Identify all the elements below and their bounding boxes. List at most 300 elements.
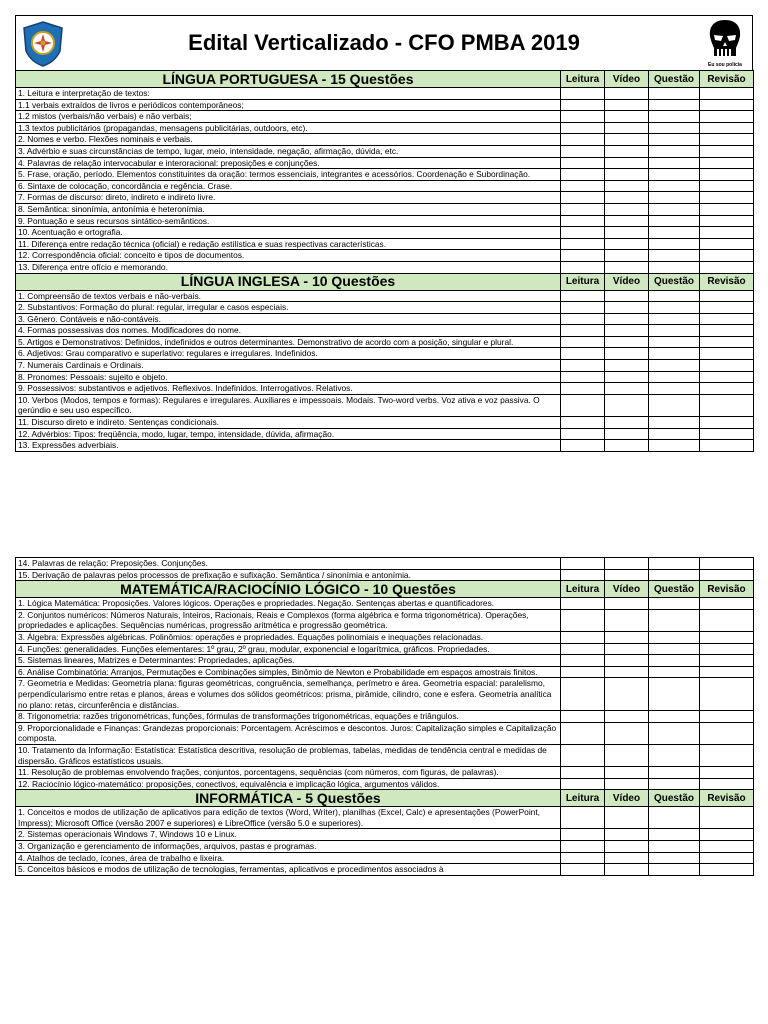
checkbox-cell-questao[interactable] [649, 348, 700, 360]
checkbox-cell-video[interactable] [605, 383, 649, 395]
checkbox-cell-revisao[interactable] [700, 852, 754, 864]
checkbox-cell-questao[interactable] [649, 655, 700, 667]
checkbox-cell-revisao[interactable] [700, 767, 754, 779]
checkbox-cell-questao[interactable] [649, 807, 700, 829]
checkbox-cell-leitura[interactable] [561, 360, 605, 372]
checkbox-cell-revisao[interactable] [700, 829, 754, 841]
topic-row [16, 88, 754, 100]
checkbox-cell-revisao[interactable] [700, 180, 754, 192]
topic-row [16, 711, 754, 723]
topic-row [16, 417, 754, 429]
topic-text: 8. Semântica: sinonímia, antonímia e heteronímia. [16, 203, 561, 215]
checkbox-cell-leitura[interactable] [561, 261, 605, 273]
checkbox-cell-video[interactable] [605, 666, 649, 678]
checkbox-cell-revisao[interactable] [700, 122, 754, 134]
column-header-revisao: Revisão [700, 273, 754, 290]
checkbox-cell-revisao[interactable] [700, 417, 754, 429]
topic-row [16, 157, 754, 169]
topic-row [16, 290, 754, 302]
checkbox-cell-video[interactable] [605, 643, 649, 655]
checkbox-cell-revisao[interactable] [700, 807, 754, 829]
checkbox-cell-questao[interactable] [649, 290, 700, 302]
topic-text: 10. Verbos (Modos, tempos e formas): Regulares e irregulares. Auxiliares e impessoais. Modais. Two-word verbs. Voz ativa e voz passiva. O gerúndio e seu uso específico. [16, 394, 561, 416]
checkbox-cell-revisao[interactable] [700, 238, 754, 250]
topic-text: 12. Raciocínio lógico-matemático: proposições, conectivos, equivalência e implicação lógica, argumentos válidos. [16, 778, 561, 790]
topic-text: 2. Conjuntos numéricos: Números Naturais, Inteiros, Racionais, Reais e Complexos (forma algébrica e forma trigonométrica). Operações, propriedades e aplicações. Sequências numéricas, progressão aritmética e progressão geométrica. [16, 609, 561, 631]
topic-row [16, 643, 754, 655]
checkbox-cell-video[interactable] [605, 722, 649, 744]
checkbox-cell-questao[interactable] [649, 678, 700, 711]
topic-row [16, 767, 754, 779]
checkbox-cell-revisao[interactable] [700, 348, 754, 360]
checkbox-cell-questao[interactable] [649, 302, 700, 314]
topic-row [16, 558, 754, 570]
checkbox-cell-leitura[interactable] [561, 203, 605, 215]
topic-row [16, 440, 754, 452]
checkbox-cell-video[interactable] [605, 417, 649, 429]
checkbox-cell-revisao[interactable] [700, 569, 754, 581]
checkbox-cell-revisao[interactable] [700, 290, 754, 302]
checkbox-cell-questao[interactable] [649, 631, 700, 643]
topic-row [16, 302, 754, 314]
topic-text: 2. Substantivos: Formação do plural: regular, irregular e casos especiais. [16, 302, 561, 314]
checkbox-cell-leitura[interactable] [561, 192, 605, 204]
checkbox-cell-questao[interactable] [649, 643, 700, 655]
checkbox-cell-revisao[interactable] [700, 360, 754, 372]
topic-row [16, 371, 754, 383]
checkbox-cell-video[interactable] [605, 134, 649, 146]
checkbox-cell-video[interactable] [605, 360, 649, 372]
checkbox-cell-revisao[interactable] [700, 203, 754, 215]
checkbox-cell-leitura[interactable] [561, 157, 605, 169]
checkbox-cell-questao[interactable] [649, 841, 700, 853]
skull-icon [704, 18, 746, 62]
checkbox-cell-revisao[interactable] [700, 227, 754, 239]
checkbox-cell-leitura[interactable] [561, 348, 605, 360]
checkbox-cell-leitura[interactable] [561, 383, 605, 395]
checkbox-cell-revisao[interactable] [700, 371, 754, 383]
checkbox-cell-video[interactable] [605, 394, 649, 416]
checkbox-cell-video[interactable] [605, 864, 649, 876]
checkbox-cell-video[interactable] [605, 767, 649, 779]
topic-text: 6. Sintaxe de colocação, concordância e regência. Crase. [16, 180, 561, 192]
checkbox-cell-questao[interactable] [649, 767, 700, 779]
checkbox-cell-leitura[interactable] [561, 609, 605, 631]
topic-row [16, 192, 754, 204]
topic-text: 6. Adjetivos: Grau comparativo e superlativo: regulares e irregulares. Indefinidos. [16, 348, 561, 360]
topic-row [16, 609, 754, 631]
checkbox-cell-revisao[interactable] [700, 192, 754, 204]
topic-text: 12. Correspondência oficial: conceito e tipos de documentos. [16, 250, 561, 262]
topic-row [16, 841, 754, 853]
checkbox-cell-questao[interactable] [649, 325, 700, 337]
checkbox-cell-leitura[interactable] [561, 864, 605, 876]
topic-text: 9. Pontuação e seus recursos sintático-semânticos. [16, 215, 561, 227]
topic-text: 1.1 verbais extraídos de livros e periódicos contemporâneos; [16, 99, 561, 111]
checkbox-cell-video[interactable] [605, 598, 649, 610]
column-header-revisao: Revisão [700, 71, 754, 88]
checkbox-cell-leitura[interactable] [561, 829, 605, 841]
checkbox-cell-video[interactable] [605, 711, 649, 723]
topic-text: 5. Artigos e Demonstrativos: Definidos, indefinidos e outros determinantes. Demonstrativo de acordo com a posição, singular e plural. [16, 336, 561, 348]
column-header-leitura: Leitura [561, 71, 605, 88]
checkbox-cell-questao[interactable] [649, 829, 700, 841]
checkbox-cell-leitura[interactable] [561, 250, 605, 262]
checkbox-cell-leitura[interactable] [561, 744, 605, 766]
checkbox-cell-video[interactable] [605, 261, 649, 273]
checkbox-cell-leitura[interactable] [561, 134, 605, 146]
topic-text: 8. Pronomes: Pessoais: sujeito e objeto. [16, 371, 561, 383]
checkbox-cell-leitura[interactable] [561, 336, 605, 348]
checkbox-cell-leitura[interactable] [561, 631, 605, 643]
checkbox-cell-leitura[interactable] [561, 558, 605, 570]
checkbox-cell-leitura[interactable] [561, 778, 605, 790]
topic-row [16, 215, 754, 227]
checkbox-cell-revisao[interactable] [700, 678, 754, 711]
topic-text: 11. Discurso direto e indireto. Sentenças condicionais. [16, 417, 561, 429]
document-page-1 [15, 15, 753, 452]
checkbox-cell-video[interactable] [605, 852, 649, 864]
checkbox-cell-video[interactable] [605, 302, 649, 314]
checkbox-cell-questao[interactable] [649, 371, 700, 383]
checkbox-cell-questao[interactable] [649, 145, 700, 157]
checkbox-cell-revisao[interactable] [700, 711, 754, 723]
checkbox-cell-revisao[interactable] [700, 157, 754, 169]
topic-row [16, 348, 754, 360]
checkbox-cell-video[interactable] [605, 88, 649, 100]
checkbox-cell-questao[interactable] [649, 215, 700, 227]
checkbox-cell-questao[interactable] [649, 111, 700, 123]
checkbox-cell-video[interactable] [605, 428, 649, 440]
checkbox-cell-video[interactable] [605, 192, 649, 204]
checkbox-cell-leitura[interactable] [561, 428, 605, 440]
checkbox-cell-revisao[interactable] [700, 864, 754, 876]
checkbox-cell-questao[interactable] [649, 558, 700, 570]
checkbox-cell-revisao[interactable] [700, 643, 754, 655]
checkbox-cell-leitura[interactable] [561, 655, 605, 667]
topic-text: 4. Formas possessivas dos nomes. Modificadores do nome. [16, 325, 561, 337]
column-header-revisao: Revisão [700, 790, 754, 807]
section-title: LÍNGUA PORTUGUESA - 15 Questões [16, 71, 561, 88]
checkbox-cell-questao[interactable] [649, 169, 700, 181]
checkbox-cell-revisao[interactable] [700, 609, 754, 631]
topic-row [16, 313, 754, 325]
checkbox-cell-revisao[interactable] [700, 558, 754, 570]
checkbox-cell-revisao[interactable] [700, 169, 754, 181]
topic-row [16, 631, 754, 643]
checkbox-cell-revisao[interactable] [700, 598, 754, 610]
checkbox-cell-leitura[interactable] [561, 711, 605, 723]
checkbox-cell-revisao[interactable] [700, 383, 754, 395]
checkbox-cell-video[interactable] [605, 290, 649, 302]
checkbox-cell-video[interactable] [605, 325, 649, 337]
checkbox-cell-leitura[interactable] [561, 598, 605, 610]
topic-row [16, 778, 754, 790]
checkbox-cell-revisao[interactable] [700, 325, 754, 337]
topic-row [16, 678, 754, 711]
checkbox-cell-leitura[interactable] [561, 666, 605, 678]
checkbox-cell-questao[interactable] [649, 383, 700, 395]
checkbox-cell-questao[interactable] [649, 88, 700, 100]
topic-row [16, 829, 754, 841]
checkbox-cell-video[interactable] [605, 655, 649, 667]
topic-row [16, 722, 754, 744]
section-header-row [16, 790, 754, 807]
section-title: LÍNGUA INGLESA - 10 Questões [16, 273, 561, 290]
checkbox-cell-revisao[interactable] [700, 394, 754, 416]
checkbox-cell-video[interactable] [605, 440, 649, 452]
topic-row [16, 134, 754, 146]
checkbox-cell-questao[interactable] [649, 394, 700, 416]
checkbox-cell-revisao[interactable] [700, 631, 754, 643]
checkbox-cell-video[interactable] [605, 744, 649, 766]
checkbox-cell-questao[interactable] [649, 569, 700, 581]
topic-text: 10. Acentuação e ortografia. [16, 227, 561, 239]
topic-row [16, 666, 754, 678]
checkbox-cell-questao[interactable] [649, 313, 700, 325]
syllabus-table-page-1 [15, 70, 754, 452]
checkbox-cell-video[interactable] [605, 371, 649, 383]
topic-row [16, 99, 754, 111]
checkbox-cell-questao[interactable] [649, 238, 700, 250]
topic-text: 1. Lógica Matemática: Proposições. Valores lógicos. Operações e propriedades. Negação. Sentenças abertas e quantificadores. [16, 598, 561, 610]
checkbox-cell-revisao[interactable] [700, 841, 754, 853]
checkbox-cell-questao[interactable] [649, 227, 700, 239]
topic-row [16, 394, 754, 416]
topic-text: 3. Gênero. Contáveis e não-contáveis. [16, 313, 561, 325]
checkbox-cell-questao[interactable] [649, 360, 700, 372]
column-header-leitura: Leitura [561, 273, 605, 290]
checkbox-cell-leitura[interactable] [561, 678, 605, 711]
topic-text: 1. Leitura e interpretação de textos: [16, 88, 561, 100]
checkbox-cell-video[interactable] [605, 778, 649, 790]
topic-row [16, 852, 754, 864]
topic-text: 7. Numerais Cardinais e Ordinais. [16, 360, 561, 372]
checkbox-cell-leitura[interactable] [561, 122, 605, 134]
section-title: MATEMÁTICA/RACIOCÍNIO LÓGICO - 10 Questões [16, 581, 561, 598]
checkbox-cell-leitura[interactable] [561, 290, 605, 302]
topic-row [16, 227, 754, 239]
checkbox-cell-video[interactable] [605, 569, 649, 581]
checkbox-cell-revisao[interactable] [700, 428, 754, 440]
topic-text: 5. Frase, oração, período. Elementos constituintes da oração: termos essenciais, integrantes e acessórios. Coordenação e Subordinação. [16, 169, 561, 181]
checkbox-cell-leitura[interactable] [561, 111, 605, 123]
checkbox-cell-questao[interactable] [649, 666, 700, 678]
checkbox-cell-revisao[interactable] [700, 134, 754, 146]
checkbox-cell-leitura[interactable] [561, 852, 605, 864]
topic-text: 3. Álgebra: Expressões algébricas. Polinômios: operações e propriedades. Equações polinomiais e inequações relacionadas. [16, 631, 561, 643]
checkbox-cell-video[interactable] [605, 313, 649, 325]
checkbox-cell-leitura[interactable] [561, 371, 605, 383]
checkbox-cell-revisao[interactable] [700, 261, 754, 273]
topic-row [16, 655, 754, 667]
checkbox-cell-video[interactable] [605, 180, 649, 192]
checkbox-cell-revisao[interactable] [700, 313, 754, 325]
section-header-row [16, 273, 754, 290]
column-header-leitura: Leitura [561, 790, 605, 807]
checkbox-cell-leitura[interactable] [561, 394, 605, 416]
column-header-questao: Questão [649, 790, 700, 807]
logo-caption: Eu sou polícia [708, 62, 742, 68]
checkbox-cell-video[interactable] [605, 215, 649, 227]
topic-row [16, 807, 754, 829]
topic-text: 9. Proporcionalidade e Finanças: Grandezas proporcionais: Porcentagem. Acréscimos e descontos. Juros: Capitalização simples e Capitalização composta. [16, 722, 561, 744]
column-header-video: Vídeo [605, 790, 649, 807]
checkbox-cell-leitura[interactable] [561, 313, 605, 325]
checkbox-cell-leitura[interactable] [561, 807, 605, 829]
topic-text: 12. Advérbios: Tipos: freqüência, modo, lugar, tempo, intensidade, dúvida, afirmação. [16, 428, 561, 440]
checkbox-cell-video[interactable] [605, 227, 649, 239]
checkbox-cell-revisao[interactable] [700, 88, 754, 100]
checkbox-cell-questao[interactable] [649, 722, 700, 744]
checkbox-cell-video[interactable] [605, 678, 649, 711]
topic-text: 7. Formas de discurso: direto, indireto e indireto livre. [16, 192, 561, 204]
checkbox-cell-leitura[interactable] [561, 569, 605, 581]
checkbox-cell-video[interactable] [605, 829, 649, 841]
checkbox-cell-questao[interactable] [649, 417, 700, 429]
checkbox-cell-leitura[interactable] [561, 302, 605, 314]
topic-row [16, 598, 754, 610]
topic-row [16, 864, 754, 876]
checkbox-cell-revisao[interactable] [700, 778, 754, 790]
checkbox-cell-questao[interactable] [649, 598, 700, 610]
topic-text: 5. Sistemas lineares, Matrizes e Determinantes: Propriedades, aplicações. [16, 655, 561, 667]
checkbox-cell-questao[interactable] [649, 261, 700, 273]
column-header-video: Vídeo [605, 71, 649, 88]
checkbox-cell-revisao[interactable] [700, 666, 754, 678]
checkbox-cell-video[interactable] [605, 250, 649, 262]
checkbox-cell-video[interactable] [605, 348, 649, 360]
checkbox-cell-questao[interactable] [649, 778, 700, 790]
checkbox-cell-leitura[interactable] [561, 99, 605, 111]
checkbox-cell-leitura[interactable] [561, 841, 605, 853]
topic-row [16, 111, 754, 123]
topic-text: 11. Resolução de problemas envolvendo frações, conjuntos, porcentagens, sequências (com números, com figuras, de palavras). [16, 767, 561, 779]
checkbox-cell-video[interactable] [605, 609, 649, 631]
topic-text: 6. Análise Combinatória: Arranjos, Permutações e Combinações simples, Binômio de Newton e Probabilidade em espaços amostrais finitos. [16, 666, 561, 678]
checkbox-cell-questao[interactable] [649, 203, 700, 215]
section-title: INFORMÁTICA - 5 Questões [16, 790, 561, 807]
topic-row [16, 261, 754, 273]
checkbox-cell-questao[interactable] [649, 440, 700, 452]
checkbox-cell-video[interactable] [605, 169, 649, 181]
checkbox-cell-revisao[interactable] [700, 250, 754, 262]
topic-row [16, 744, 754, 766]
column-header-questao: Questão [649, 273, 700, 290]
topic-text: 7. Geometria e Medidas: Geometria plana: figuras geométricas, congruência, semelhança, perímetro e área. Geometria espacial: paralelismo, perpendicularismo entre retas e planos, áreas e volumes dos sólidos geométricos: prisma, pirâmide, cilindro, cone e esfera. Geometria analítica no plano: retas, circunferência e distâncias. [16, 678, 561, 711]
document-page-2 [15, 557, 753, 876]
checkbox-cell-questao[interactable] [649, 134, 700, 146]
checkbox-cell-leitura[interactable] [561, 767, 605, 779]
document-title: Edital Verticalizado - CFO PMBA 2019 [188, 30, 580, 55]
topic-text: 5. Conceitos básicos e modos de utilização de tecnologias, ferramentas, aplicativos e procedimentos associados à [16, 864, 561, 876]
checkbox-cell-questao[interactable] [649, 180, 700, 192]
checkbox-cell-video[interactable] [605, 807, 649, 829]
checkbox-cell-leitura[interactable] [561, 417, 605, 429]
document-header [15, 15, 753, 70]
checkbox-cell-video[interactable] [605, 99, 649, 111]
checkbox-cell-leitura[interactable] [561, 227, 605, 239]
checkbox-cell-questao[interactable] [649, 609, 700, 631]
checkbox-cell-revisao[interactable] [700, 215, 754, 227]
section-header-row [16, 581, 754, 598]
checkbox-cell-video[interactable] [605, 157, 649, 169]
checkbox-cell-revisao[interactable] [700, 336, 754, 348]
checkbox-cell-questao[interactable] [649, 157, 700, 169]
topic-row [16, 169, 754, 181]
topic-text: 10. Tratamento da Informação: Estatística: Estatística descritiva, resolução de problemas, tabelas, medidas de tendência central e medidas de dispersão. Gráficos estatísticos usuais. [16, 744, 561, 766]
topic-text: 13. Diferença entre ofício e memorando. [16, 261, 561, 273]
topic-row [16, 360, 754, 372]
section-header-row [16, 71, 754, 88]
checkbox-cell-questao[interactable] [649, 864, 700, 876]
checkbox-cell-revisao[interactable] [700, 722, 754, 744]
column-header-questao: Questão [649, 581, 700, 598]
checkbox-cell-leitura[interactable] [561, 145, 605, 157]
topic-text: 1.3 textos publicitários (propagandas, mensagens publicitárias, outdoors, etc). [16, 122, 561, 134]
checkbox-cell-video[interactable] [605, 631, 649, 643]
checkbox-cell-questao[interactable] [649, 250, 700, 262]
checkbox-cell-questao[interactable] [649, 122, 700, 134]
column-header-video: Vídeo [605, 581, 649, 598]
checkbox-cell-leitura[interactable] [561, 215, 605, 227]
punisher-skull-logo [704, 18, 746, 68]
checkbox-cell-revisao[interactable] [700, 99, 754, 111]
checkbox-cell-questao[interactable] [649, 428, 700, 440]
checkbox-cell-video[interactable] [605, 203, 649, 215]
topic-text: 3. Organização e gerenciamento de informações, arquivos, pastas e programas. [16, 841, 561, 853]
checkbox-cell-leitura[interactable] [561, 180, 605, 192]
checkbox-cell-leitura[interactable] [561, 325, 605, 337]
topic-row [16, 180, 754, 192]
checkbox-cell-leitura[interactable] [561, 722, 605, 744]
topic-row [16, 145, 754, 157]
checkbox-cell-video[interactable] [605, 558, 649, 570]
checkbox-cell-video[interactable] [605, 238, 649, 250]
checkbox-cell-leitura[interactable] [561, 440, 605, 452]
checkbox-cell-leitura[interactable] [561, 88, 605, 100]
checkbox-cell-questao[interactable] [649, 744, 700, 766]
checkbox-cell-revisao[interactable] [700, 302, 754, 314]
checkbox-cell-questao[interactable] [649, 192, 700, 204]
checkbox-cell-revisao[interactable] [700, 111, 754, 123]
checkbox-cell-questao[interactable] [649, 852, 700, 864]
checkbox-cell-leitura[interactable] [561, 643, 605, 655]
topic-text: 14. Palavras de relação: Preposições. Conjunções. [16, 558, 561, 570]
checkbox-cell-revisao[interactable] [700, 744, 754, 766]
checkbox-cell-leitura[interactable] [561, 238, 605, 250]
topic-row [16, 428, 754, 440]
column-header-questao: Questão [649, 71, 700, 88]
topic-row [16, 203, 754, 215]
checkbox-cell-revisao[interactable] [700, 655, 754, 667]
checkbox-cell-video[interactable] [605, 111, 649, 123]
checkbox-cell-questao[interactable] [649, 336, 700, 348]
checkbox-cell-revisao[interactable] [700, 145, 754, 157]
topic-row [16, 325, 754, 337]
checkbox-cell-video[interactable] [605, 145, 649, 157]
checkbox-cell-leitura[interactable] [561, 169, 605, 181]
column-header-revisao: Revisão [700, 581, 754, 598]
column-header-leitura: Leitura [561, 581, 605, 598]
checkbox-cell-video[interactable] [605, 336, 649, 348]
checkbox-cell-questao[interactable] [649, 711, 700, 723]
checkbox-cell-revisao[interactable] [700, 440, 754, 452]
checkbox-cell-video[interactable] [605, 841, 649, 853]
topic-row [16, 336, 754, 348]
checkbox-cell-questao[interactable] [649, 99, 700, 111]
checkbox-cell-video[interactable] [605, 122, 649, 134]
